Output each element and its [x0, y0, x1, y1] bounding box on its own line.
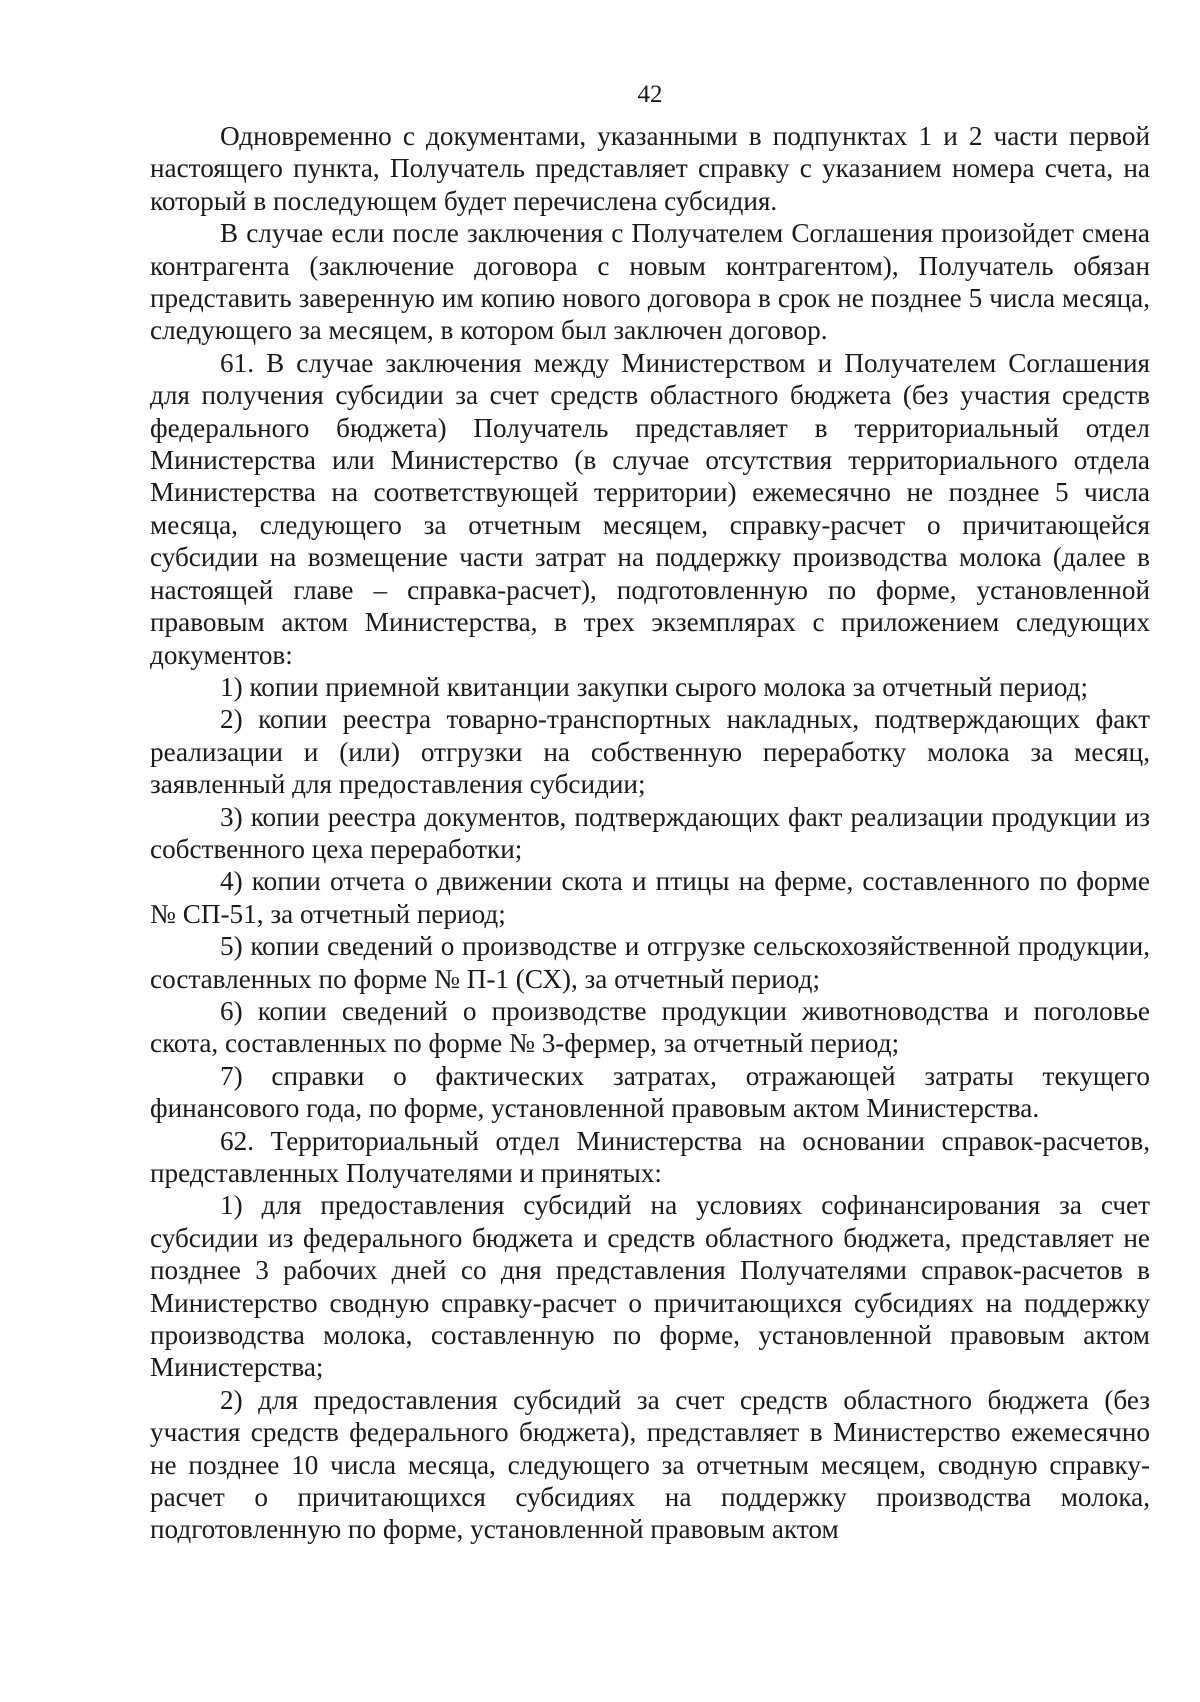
list-item-61-2: 2) копии реестра товарно-транспортных накладных, подтверждающих факт реализации и (или) отгрузки на собственную переработку молока за месяц, заявленный для предоставления субсидии; — [150, 704, 1150, 800]
list-item-62-2: 2) для предоставления субсидий за счет средств областного бюджета (без участия средств федерального бюджета), представляет в Министерство ежемесячно не позднее 10 числа месяца, следующего за отчетным месяцем, сводную справку-расчет о причитающихся субсидиях на поддержку производства молока, подготовленную по форме, установленной правовым актом — [150, 1384, 1150, 1545]
list-item-61-4: 4) копии отчета о движении скота и птицы на ферме, составленного по форме № СП-51, за отчетный период; — [150, 866, 1150, 929]
list-item-62-1: 1) для предоставления субсидий на условиях софинансирования за счет субсидии из федерального бюджета и средств областного бюджета, представляет не позднее 3 рабочих дней со дня представления Получателями справок-расчетов в Министерство сводную справку-расчет о причитающихся субсидиях на поддержку производства молока, составленную по форме, установленной правовым актом Министерства; — [150, 1190, 1150, 1383]
paragraph-account-statement: Одновременно с документами, указанными в подпунктах 1 и 2 части первой настоящего пункта, Получатель представляет справку с указанием номера счета, на который в последующем будет перечислена субсидия. — [150, 121, 1150, 216]
paragraph-62: 62. Территориальный отдел Министерства на основании справок-расчетов, представленных Получателями и принятых: — [150, 1125, 1150, 1188]
paragraph-counterparty-change: В случае если после заключения с Получателем Соглашения произойдет смена контрагента (заключение договора с новым контрагентом), Получатель обязан представить заверенную им копию нового договора в срок не позднее 5 числа месяца, следующего за месяцем, в котором был заключен договор. — [150, 218, 1150, 346]
list-item-61-7: 7) справки о фактических затратах, отражающей затраты текущего финансового года, по форме, установленной правовым актом Министерства. — [150, 1060, 1150, 1124]
list-item-61-6: 6) копии сведений о производстве продукции животноводства и поголовье скота, составленных по форме № 3-фермер, за отчетный период; — [150, 995, 1150, 1059]
list-item-61-1: 1) копии приемной квитанции закупки сырого молока за отчетный период; — [220, 671, 1089, 702]
page-number: 42 — [637, 81, 663, 108]
paragraph-61: 61. В случае заключения между Министерством и Получателем Соглашения для получения субсидии за счет средств областного бюджета (без участия средств федерального бюджета) Получатель представляет в территориальный отдел Министерства или Министерство (в случае отсутствия территориального отдела Министерства на соответствующей территории) ежемесячно не позднее 5 числа месяца, следующего за отчетным месяцем, справку-расчет о причитающейся субсидии на возмещение части затрат на поддержку производства молока (далее в настоящей главе – справка-расчет), подготовленную по форме, установленной правовым актом Министерства, в трех экземплярах с приложением следующих документов: — [150, 347, 1150, 670]
list-item-61-5: 5) копии сведений о производстве и отгрузке сельскохозяйственной продукции, составленных по форме № П-1 (СХ), за отчетный период; — [150, 931, 1150, 994]
document-body — [150, 120, 1150, 1546]
list-item-61-3: 3) копии реестра документов, подтверждающих факт реализации продукции из собственного цеха переработки; — [150, 801, 1150, 864]
